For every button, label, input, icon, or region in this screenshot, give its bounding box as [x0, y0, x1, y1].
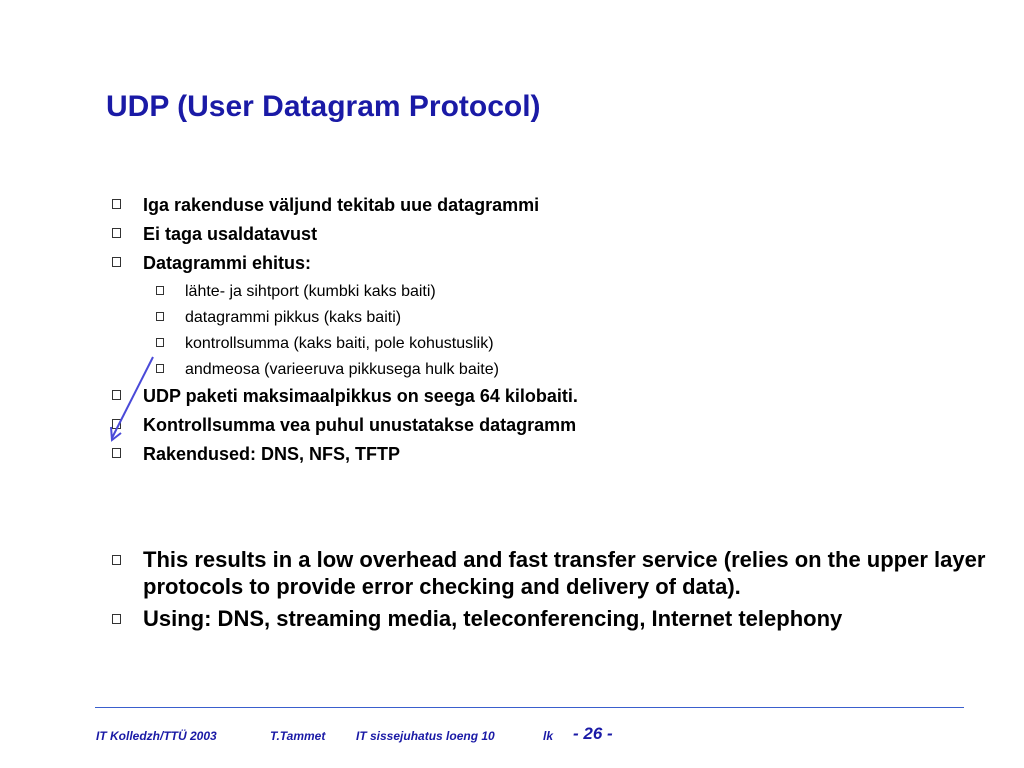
footer-institution: IT Kolledzh/TTÜ 2003 — [96, 729, 217, 743]
bullet-text: Rakendused: DNS, NFS, TFTP — [143, 444, 401, 464]
bullet-text: Kontrollsumma vea puhul unustatakse datagramm — [143, 415, 577, 435]
sub-bullet-text: kontrollsumma (kaks baiti, pole kohustuslik) — [185, 335, 494, 352]
bullet-text: Datagrammi ehitus: — [143, 253, 312, 273]
slide-title: UDP (User Datagram Protocol) — [106, 90, 541, 123]
bullet-text: This results in a low overhead and fast transfer service (relies on the upper layer protocols to provide error checking and delivery of data). — [143, 547, 986, 599]
footer-author: T.Tammet — [270, 729, 326, 743]
bullet-text: Using: DNS, streaming media, teleconferencing, Internet telephony — [143, 606, 843, 631]
footer-page-label: lk — [543, 729, 554, 743]
sub-bullet-text: andmeosa (varieeruva pikkusega hulk baite) — [185, 361, 499, 378]
sub-bullet-text: datagrammi pikkus (kaks baiti) — [185, 309, 402, 326]
footer-course: IT sissejuhatus loeng 10 — [356, 729, 495, 743]
footer-divider — [95, 707, 964, 708]
bullet-text: Ei taga usaldatavust — [143, 224, 318, 244]
bullet-text: Iga rakenduse väljund tekitab uue datagrammi — [143, 195, 540, 215]
sub-bullet-text: lähte- ja sihtport (kumbki kaks baiti) — [185, 283, 436, 300]
footer-page-number: - 26 - — [573, 724, 613, 743]
annotation-arrow-line — [112, 357, 153, 438]
bullet-text: UDP paketi maksimaalpikkus on seega 64 kilobaiti. — [143, 386, 578, 406]
